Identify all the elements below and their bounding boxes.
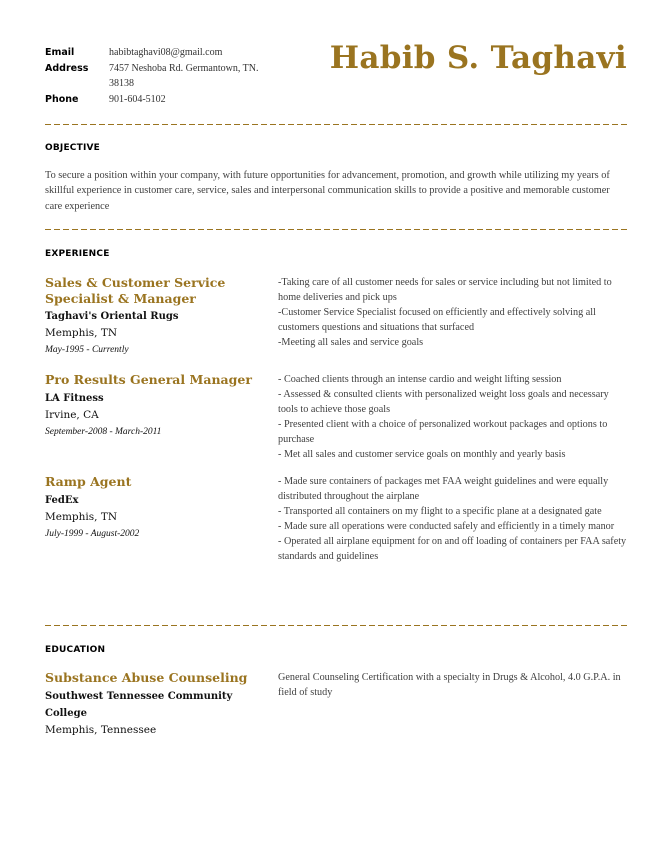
job-company: LA Fitness [45, 392, 104, 404]
contact-email-row [45, 45, 269, 61]
job-bullet: - Met all sales and customer service goals on monthly and yearly basis [278, 449, 566, 460]
job-bullet: - Transported all containers on my flight to a specific plane at a designated gate [278, 506, 602, 517]
job-title: Sales & Customer Service Specialist & Manager [45, 275, 226, 306]
contact-address-row [45, 61, 269, 92]
job-bullet: - Operated all airplane equipment for on and off loading of containers per FAA safety standards and guidelines [278, 536, 627, 562]
contact-phone-row [45, 92, 269, 108]
education-entry [45, 670, 630, 739]
job-bullet: -Taking care of all customer needs for sales or service including but not limited to home deliveries and pick ups [278, 277, 612, 303]
job-title: Pro Results General Manager [45, 372, 252, 387]
experience-entry [45, 275, 630, 358]
contact-block [45, 45, 269, 107]
objective-text: To secure a position within your company, with future opportunities for advancement, promotion, and growth while utilizing my years of skillful experience in customer care, service, sales and interpersonal communication skills to provide a positive and memorable customer care experience [45, 170, 610, 212]
job-title: Ramp Agent [45, 474, 132, 489]
job-bullet: -Meeting all sales and service goals [278, 337, 424, 348]
school-location: Memphis, Tennessee [45, 723, 157, 736]
address-value: 7457 Neshoba Rd. Germantown, TN. 38138 [109, 62, 259, 89]
experience-heading: EXPERIENCE [45, 249, 110, 259]
objective-heading: OBJECTIVE [45, 143, 101, 153]
section-divider [45, 625, 628, 626]
job-location: Memphis, TN [45, 327, 118, 339]
degree-title: Substance Abuse Counseling [45, 670, 248, 685]
job-dates: September-2008 - March-2011 [45, 426, 162, 437]
job-location: Memphis, TN [45, 510, 118, 523]
job-info [45, 372, 278, 462]
job-dates: July-1999 - August-2002 [45, 528, 140, 539]
job-dates: May-1995 - Currently [45, 345, 129, 355]
education-heading: EDUCATION [45, 645, 106, 655]
job-location: Irvine, CA [45, 408, 99, 421]
job-bullet: - Made sure all operations were conducted safely and efficiently in a timely manor [278, 521, 615, 532]
job-bullet: - Made sure containers of packages met FAA weight guidelines and were equally distributed throughout the airplane [278, 476, 609, 502]
education-description: General Counseling Certification with a specialty in Drugs & Alcohol, 4.0 G.P.A. in field of study [278, 672, 621, 698]
job-description [278, 275, 630, 358]
job-bullet: -Customer Service Specialist focused on efficiently and effectively solving all customers questions and situations that surfaced [278, 307, 596, 333]
education-info [45, 670, 278, 739]
job-info [45, 275, 278, 358]
job-company: Taghavi's Oriental Rugs [45, 311, 179, 322]
section-divider [45, 229, 628, 230]
job-bullet: - Assessed & consulted clients with personalized weight loss goals and necessary tools to achieve those goals [278, 389, 609, 415]
job-description [278, 372, 630, 462]
address-label: Address [45, 62, 89, 74]
section-divider [45, 124, 628, 125]
experience-entry [45, 372, 630, 462]
email-value[interactable]: habibtaghavi08@gmail.com [109, 47, 223, 58]
school-name: Southwest Tennessee Community College [45, 690, 233, 719]
job-info [45, 474, 278, 564]
phone-label: Phone [45, 93, 79, 105]
experience-entry [45, 474, 630, 564]
job-bullet: - Presented client with a choice of personalized workout packages and options to purchase [278, 419, 608, 445]
email-label: Email [45, 47, 75, 58]
phone-value: 901-604-5102 [109, 93, 166, 105]
job-bullet: - Coached clients through an intense cardio and weight lifting session [278, 374, 562, 385]
candidate-name: Habib S. Taghavi [329, 40, 627, 76]
job-description [278, 474, 630, 564]
job-company: FedEx [45, 494, 79, 506]
